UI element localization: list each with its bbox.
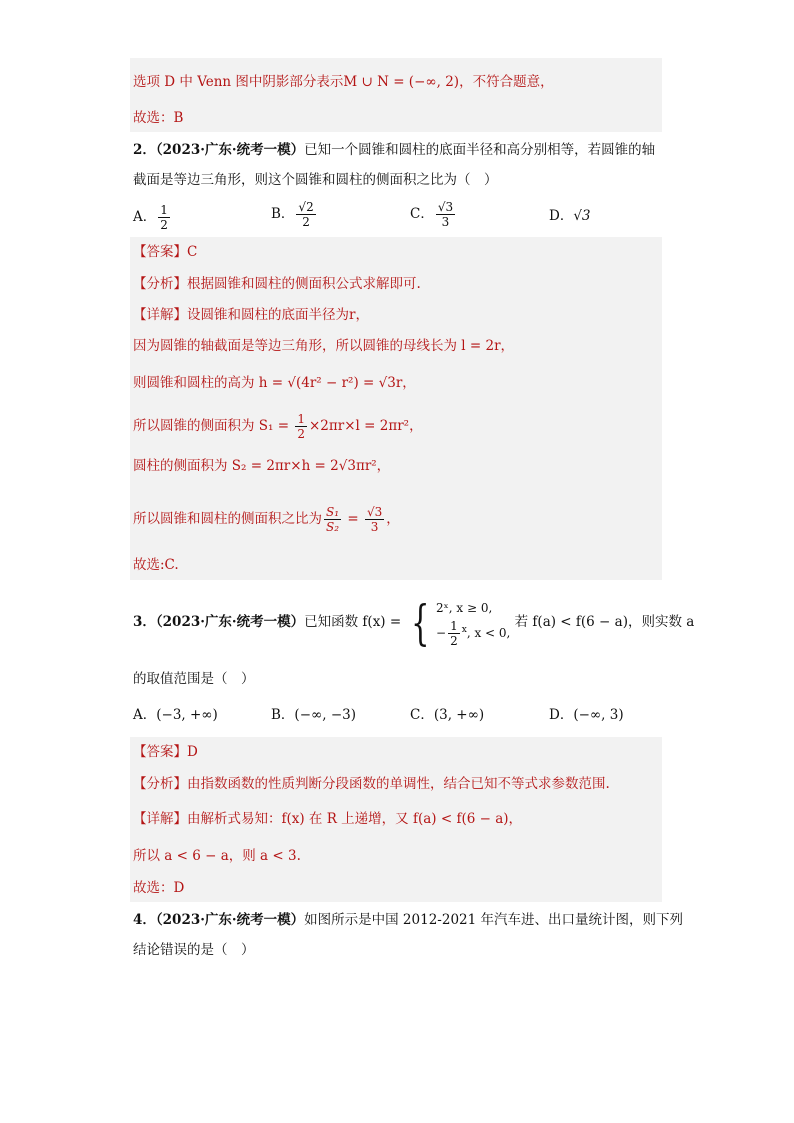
q2-detail-1-text: 设圆锥和圆柱的底面半径为r， <box>187 307 369 323</box>
q3-analysis <box>133 775 610 793</box>
q2-answer-value: C <box>187 244 198 260</box>
q2-detail-tag: 【详解】 <box>133 307 187 323</box>
fraction-sqrt3-3: $\frac{√3}{3}$ <box>366 505 383 534</box>
q2-option-c-num: √3 <box>437 200 454 214</box>
q2-detail-2: 因为圆锥的轴截面是等边三角形，所以圆锥的母线长为 l = 2r， <box>133 338 515 354</box>
q3-option-a-text: (−3, +∞) <box>156 707 218 723</box>
q3-analysis-tag: 【分析】 <box>133 776 187 792</box>
q2-stem-line-1 <box>133 141 655 159</box>
q3-choose: 故选：D <box>133 880 185 896</box>
q4-number: 4． <box>133 912 156 928</box>
q3-option-d-label: D． <box>549 707 574 723</box>
q2-detail-1 <box>133 306 369 324</box>
q3-option-c[interactable] <box>410 706 484 724</box>
q3-detail-tag: 【详解】 <box>133 811 187 827</box>
q2-detail-6: 所以圆锥和圆柱的侧面积之比为 $\frac{\text{S₁}}{\text{S₂}}$ = $\frac{√3}{3}$ ， <box>133 505 400 534</box>
q2-answer-tag: 【答案】 <box>133 244 187 260</box>
q2-stem-1: 已知一个圆锥和圆柱的底面半径和高分别相等，若圆锥的轴 <box>304 142 656 158</box>
q3-case-2b: , x < 0, <box>466 626 511 640</box>
q2-answer <box>133 243 197 261</box>
q2-option-b-label: B． <box>271 206 295 222</box>
q3-stem-b: 若 f(a) < f(6 − a)，则实数 a <box>514 614 695 630</box>
q2-option-a-den: 2 <box>160 218 168 232</box>
q3-answer-tag: 【答案】 <box>133 744 187 760</box>
q2-detail-6a: 所以圆锥和圆柱的侧面积之比为 <box>133 511 322 527</box>
q2-source: （2023·广东·统考一模） <box>155 142 305 158</box>
q3-detail-2: 所以 a < 6 − a，则 a < 3. <box>133 848 301 864</box>
q3-detail-1-text: 由解析式易知：f(x) 在 R 上递增，又 f(a) < f(6 − a)， <box>187 811 523 827</box>
q3-answer <box>133 743 198 761</box>
fraction-one-half-base: $\frac{1}{2}$ <box>450 619 458 648</box>
q3-option-b-label: B． <box>271 707 295 723</box>
q2-option-b-num: √2 <box>298 200 314 214</box>
q2-analysis <box>133 275 421 293</box>
q2-analysis-text: 根据圆锥和圆柱的侧面积公式求解即可. <box>187 276 421 292</box>
q2-option-a[interactable] <box>133 203 172 232</box>
q2-stem-2: 截面是等边三角形，则这个圆锥和圆柱的侧面积之比为（ ） <box>133 172 498 188</box>
q2-option-c-den: 3 <box>441 215 450 229</box>
q2-choose: 故选:C. <box>133 557 179 573</box>
solution-shade-prev <box>130 58 662 132</box>
q4-source: （2023·广东·统考一模） <box>155 912 305 928</box>
q3-option-b[interactable] <box>271 706 356 724</box>
fraction-one-half: $\frac{1}{2}$ <box>297 412 305 441</box>
q2-option-c-label: C． <box>410 206 434 222</box>
q3-stem-2: 的取值范围是（ ） <box>133 671 255 687</box>
q2-option-c[interactable] <box>410 200 457 229</box>
q2-detail-4b: ×2πr×l = 2πr²， <box>309 418 423 434</box>
q2-option-d-label: D． <box>549 208 574 224</box>
q2-detail-4 <box>133 412 423 441</box>
q3-option-b-text: (−∞, −3) <box>294 707 356 723</box>
prev-venn-line: 选项 D 中 Venn 图中阴影部分表示M ∪ N = (−∞, 2)，不符合题意， <box>133 74 554 90</box>
q2-option-a-label: A． <box>133 209 157 225</box>
q3-answer-value: D <box>187 744 198 760</box>
q3-option-a[interactable] <box>133 706 218 724</box>
q4-stem-2: 结论错误的是（ ） <box>133 942 255 958</box>
q3-source: （2023·广东·统考一模） <box>155 614 305 630</box>
q3-analysis-text: 由指数函数的性质判断分段函数的单调性，结合已知不等式求参数范围. <box>187 776 610 792</box>
piecewise-brace: { <box>411 594 430 651</box>
q2-number: 2． <box>133 142 156 158</box>
q3-stem-line-1 <box>133 594 694 650</box>
q3-option-d[interactable] <box>549 706 624 724</box>
q4-stem-line-1 <box>133 911 683 929</box>
q2-detail-6b: ， <box>386 511 400 527</box>
q2-detail-4a: 所以圆锥的侧面积为 S₁ = <box>133 418 294 434</box>
q3-option-d-text: (−∞, 3) <box>573 707 624 723</box>
fraction-s1-s2: $\frac{\text{S₁}}{\text{S₂}}$ <box>326 505 340 534</box>
piecewise-cases: 2ˣ, x ≥ 0, − $\frac{1}{2}$ $^x$, x < 0, <box>436 597 510 648</box>
q3-option-a-label: A． <box>133 707 157 723</box>
q2-detail-5: 圆柱的侧面积为 S₂ = 2πr×h = 2√3πr²， <box>133 458 391 474</box>
q2-option-a-num: 1 <box>160 203 168 217</box>
q4-stem-1: 如图所示是中国 2012-2021 年汽车进、出口量统计图，则下列 <box>304 912 683 928</box>
q2-option-d-text: √3 <box>573 208 591 224</box>
q3-option-c-text: (3, +∞) <box>433 707 485 723</box>
q3-number: 3． <box>133 614 156 630</box>
q3-detail-1 <box>133 810 522 828</box>
q2-option-b[interactable] <box>271 200 318 229</box>
q3-option-c-label: C． <box>410 707 434 723</box>
prev-choose: 故选：B <box>133 110 184 126</box>
q2-analysis-tag: 【分析】 <box>133 276 187 292</box>
q2-detail-3: 则圆锥和圆柱的高为 h = √(4r² − r²) = √3r， <box>133 375 416 391</box>
q2-option-b-den: 2 <box>302 215 310 229</box>
q3-stem-a: 已知函数 f(x) = <box>304 614 406 630</box>
q3-case-1: 2ˣ, x ≥ 0, <box>436 601 493 615</box>
q2-option-d[interactable] <box>549 207 591 225</box>
